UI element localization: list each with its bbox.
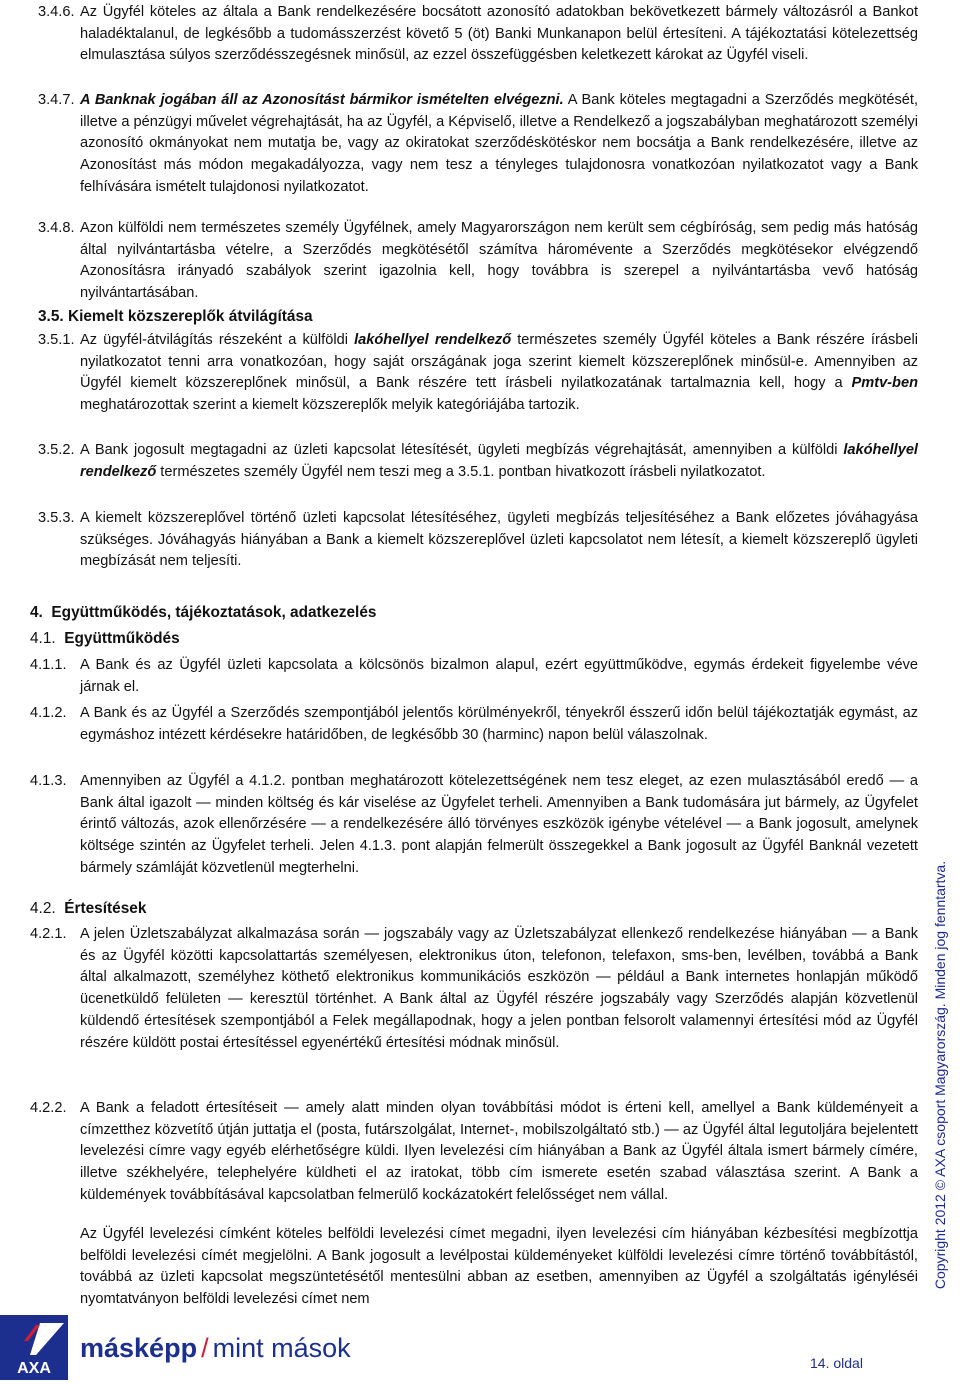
heading-number: 4. xyxy=(30,604,43,621)
section-text-4-1-3: Amennyiben az Ügyfél a 4.1.2. pontban meghatározott kötelezettségének nem tesz eleget, az ezen mulasztásából eredő — a Bank által igazolt — minden költség és kár viselése az Ügyfelet terheli. Amennyiben a Bank tudomására jut bármely, az Ügyfelet érintő változás, azok ellenőrzésére — a rendelkezésére álló törvényes eszközök igénybe vételével — a Bank jogosult, amelynek költsége szintén az Ügyfelet terheli. Jelen 4.1.3. pont alapján felmerült összegekkel a Bank jogosult az Ügyfél Banknál vezetett bármely számláját közvetlenül megterhelni. xyxy=(80,773,918,876)
axa-logo xyxy=(0,1315,68,1380)
emphasis-text: lakóhellyel rendelkező xyxy=(80,442,918,480)
section-text-4-1-1: A Bank és az Ügyfél üzleti kapcsolata a kölcsönös bizalmon alapul, ezért együttműködve, egymás érdekeit figyelembe véve járnak el. xyxy=(80,657,918,695)
emphasis-text: A Banknak jogában áll az Azonosítást bármikor ismételten elvégezni. xyxy=(80,92,564,108)
section-text-4-1-2: A Bank és az Ügyfél a Szerződés szempontjából jelentős körülményekről, tényekről ésszerű időn belül tájékoztatják egymást, az egymáshoz intézett kérdésekre határidőben, de legkésőbb 30 (harminc) napon belül válaszolnak. xyxy=(80,705,918,743)
section-number: 4.1.2. xyxy=(30,705,67,721)
page-footer xyxy=(0,1315,960,1380)
heading-title: Értesítések xyxy=(64,900,147,917)
section-number: 3.5.3. xyxy=(38,510,75,526)
emphasis-text: lakóhellyel rendelkező xyxy=(354,332,512,348)
section-text-3-5-3: A kiemelt közszereplővel történő üzleti kapcsolat létesítéséhez, ügyleti megbízás teljesítéséhez a Bank előzetes jóváhagyása szükséges. Jóváhagyás hiányában a Bank a kiemelt közszereplővel üzleti kapcsolatot nem létesít, a kiemelt közszereplő ügyleti megbízását nem teljesíti. xyxy=(80,510,918,570)
heading-4-1 xyxy=(30,628,180,650)
axa-logo-text: AXA xyxy=(17,1360,51,1377)
slogan xyxy=(80,1333,351,1364)
copyright-text: Copyright 2012 © AXA csoport Magyarország. Minden jog fenntartva. xyxy=(932,860,948,1290)
axa-logo-icon xyxy=(0,1315,68,1380)
section-number: 3.5.1. xyxy=(38,332,75,348)
section-text-4-2-2-continued: Az Ügyfél levelezési címként köteles belföldi levelezési címet megadni, ilyen levelezési cím hiányában kézbesítési megbízottja belföldi levelezési címét megjelölni. A Bank jogosult a levélpostai küldeményeket külföldi levelezési címre történő továbbítástól, továbbá az üzleti kapcsolat megszüntetésétől mentesülni abban az esetben, amennyiben az Ügyfél a szolgáltatás igényléséi nyomtatványon belföldi levelezési címet nem xyxy=(80,1226,918,1308)
body-text: A Bank jogosult megtagadni az üzleti kapcsolat létesítését, ügyleti megbízás végrehajtását, amennyiben a külföldi xyxy=(80,442,844,458)
section-text-4-2-2: A Bank a feladott értesítéseit — amely alatt minden olyan továbbítási módot is érteni kell, amellyel a Bank küldeményeit a címzetthez közvetítő útján juttatja el (posta, futárszolgálat, Internet-, mobilszolgáltató stb.) — az Ügyfél által legutoljára bejelentett levelezési címre vagy egyéb elérhetőségre küldi. Ilyen levelezési cím hiányában a Bank az Ügyfél általa ismert bármely címére, illetve székhelyére, telephelyére küldheti el az iratokat, több cím ismerete esetén szabad választása szerint. A Bank a küldemények továbbításával kapcsolatban felmerülő kockázatokért felelősséget nem vállal. xyxy=(80,1100,918,1203)
body-text: természetes személy Ügyfél nem teszi meg a 3.5.1. pontban hivatkozott írásbeli nyilatkozatot. xyxy=(156,463,766,480)
section-number: 4.2.1. xyxy=(30,926,67,942)
section-text-3-4-8: Azon külföldi nem természetes személy Ügyfélnek, amely Magyarországon nem került sem cégbíróság, sem pedig más hatóság által nyilvántartásba vételre, a Szerződés megkötésétől számítva háromévente a Szerződés megkötésekor elvégzendő Azonosításra irányadó szabályok szerint igazolnia kell, hogy továbbra is szerepel a nyilvántartásba vevő hatóság nyilvántartásában. xyxy=(80,220,918,302)
section-number: 3.4.8. xyxy=(38,220,75,236)
body-text: természetes személy Ügyfél köteles a Bank részére írásbeli nyilatkozatot tenni arra vonatkozóan, hogy saját országának joga szerint kiemelt közszereplőnek minősül-e. Amennyiben az Ügyfél kiemelt közszereplőnek minősül, a Bank részére tett írásbeli nyilatkozatának tartalmaznia kell, hogy a xyxy=(80,332,918,392)
heading-number: 4.1. xyxy=(30,630,56,647)
section-number: 3.4.6. xyxy=(38,4,75,20)
section-number: 3.4.7. xyxy=(38,92,75,108)
heading-title: Kiemelt közszereplők átvilágítása xyxy=(67,308,313,325)
section-number: 4.2.2. xyxy=(30,1100,67,1116)
body-text: Az ügyfél-átvilágítás részeként a külföldi xyxy=(80,332,355,348)
heading-number: 3.5. xyxy=(38,308,64,325)
section-text-3-5-1 xyxy=(80,330,918,417)
slogan-separator: / xyxy=(201,1333,209,1363)
side-copyright xyxy=(926,850,954,1300)
section-number: 4.1.3. xyxy=(30,773,67,789)
slogan-part-1: másképp xyxy=(80,1333,198,1363)
heading-number: 4.2. xyxy=(30,900,56,917)
body-text: A Bank köteles megtagadni a Szerződés megkötését, illetve a pénzügyi művelet végrehajtását, ha az Ügyfél, a Képviselő, illetve a Rendelkező a jogszabályban meghatározott személyi azonosító okmányokat nem mutatja be, vagy az okiratokat szerződéskötéskor nem bocsátja a Bank rendelkezésére, illetve az Azonosítást más módon megakadályozza, vagy nem tesz a tényleges tulajdonosra vonatkozóan nyilatkozatot vagy a Bank felhívására ismételt tulajdonosi nyilatkozatot. xyxy=(80,92,918,195)
slogan-part-2: mint mások xyxy=(212,1333,351,1363)
section-number: 3.5.2. xyxy=(38,442,75,458)
heading-4 xyxy=(30,602,376,624)
heading-title: Együttműködés, tájékoztatások, adatkezelés xyxy=(51,604,377,621)
body-text: meghatározottak szerint a kiemelt közszereplők melyik kategóriájába tartozik. xyxy=(80,397,580,414)
emphasis-text: Pmtv-ben xyxy=(851,375,918,392)
heading-3-5 xyxy=(38,306,313,328)
page-number: 14. oldal xyxy=(810,1355,863,1371)
section-text-4-2-1: A jelen Üzletszabályzat alkalmazása során — jogszabály vagy az Üzletszabályzat ellenkező rendelkezése hiányában — a Bank és az Ügyfél közötti kapcsolattartás személyesen, elektronikus úton, telefonon, telefaxon, sms-ben, levélben, továbbá a Bank által alkalmazott, személyhez köthető elektronikus kommunikációs eszközön — például a Bank internetes honlapján működő ücenetküldő felületen — keresztül történhet. A Bank által az Ügyfél részére jogszabály vagy Szerződés alapján közvetlenül küldendő értesítések szempontjából a Felek megállapodnak, hogy a jelen pontban felsorolt valamennyi értesítési mód az Ügyfél részére küldött postai értesítéssel egyenértékű értesítési módnak minősül. xyxy=(80,926,918,1051)
heading-title: Együttműködés xyxy=(64,630,180,647)
section-number: 4.1.1. xyxy=(30,657,67,673)
section-text-3-4-6: Az Ügyfél köteles az általa a Bank rendelkezésére bocsátott azonosító adatokban bekövetkezett bármely változásról a Bankot haladéktalanul, de legkésőbb a tudomásszerzést követő 5 (öt) Banki Munkanapon belül értesíteni. A tájékoztatási kötelezettség elmulasztása súlyos szerződésszegésnek minősül, az ezzel összefüggésben keletkezett károkat az Ügyfél viseli. xyxy=(80,4,918,64)
section-text-3-5-2 xyxy=(80,440,918,483)
heading-4-2 xyxy=(30,898,146,920)
section-text-3-4-7 xyxy=(80,90,918,199)
